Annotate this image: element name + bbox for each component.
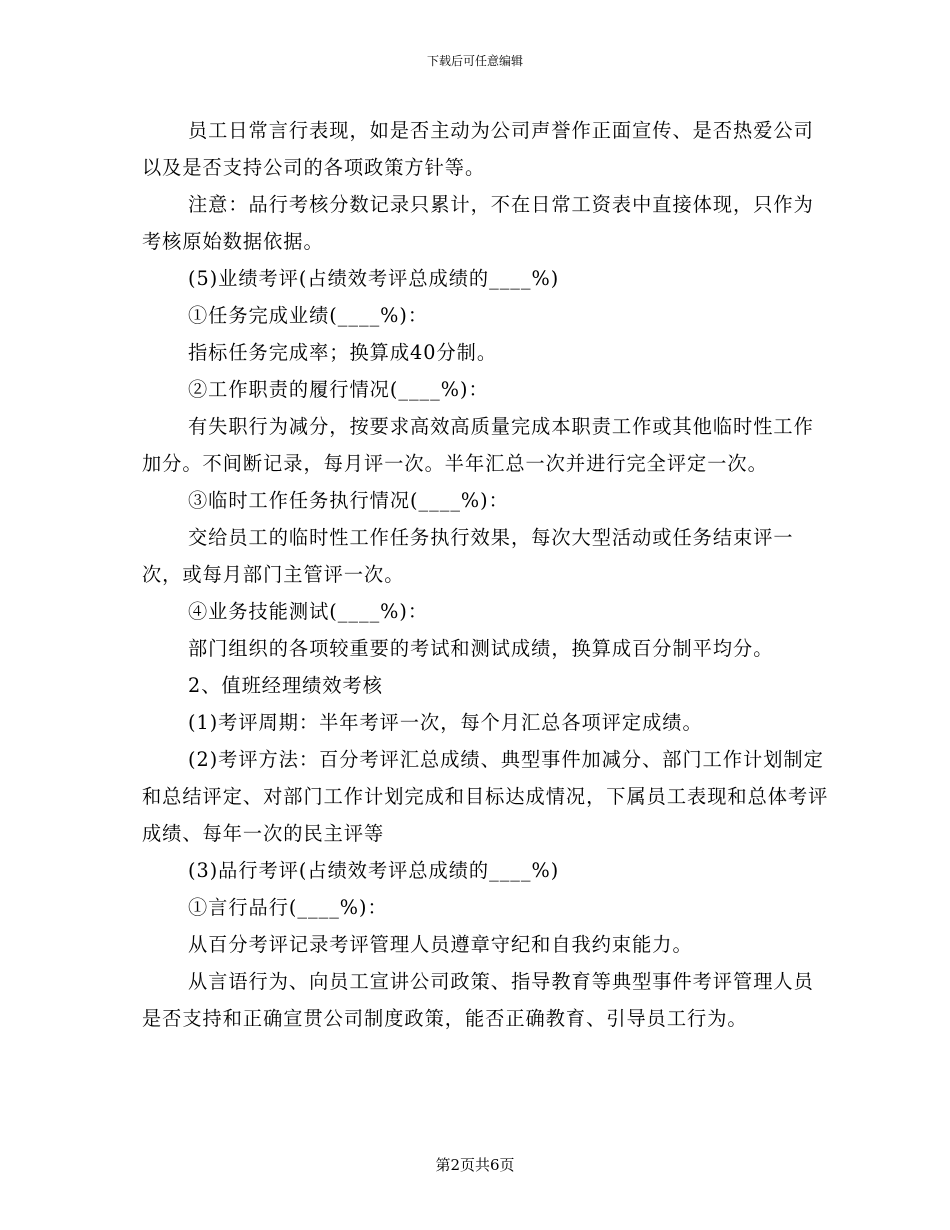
paragraph-temporary-tasks: 交给员工的临时性工作任务执行效果，每次大型活动或任务结束评一次，或每月部门主管评一次。 [142,526,794,586]
item-evaluation-cycle: (1)考评周期：半年考评一次，每个月汇总各项评定成绩。 [188,711,703,734]
item-evaluation-method: (2)考评方法：百分考评汇总成绩、典型事件加减分、部门工作计划制定和总结评定、对部门工作计划完成和目标达成情况，下属员工表现和总体考评成绩、每年一次的民主评等 [142,748,829,845]
paragraph-duty-fulfillment: 有失职行为减分，按要求高效高质量完成本职责工作或其他临时性工作加分。不间断记录，每月评一次。半年汇总一次并进行完全评定一次。 [142,415,814,475]
paragraph-conduct-description: 员工日常言行表现，如是否主动为公司声誉作正面宣传、是否热爱公司以及是否支持公司的各项政策方针等。 [142,119,814,179]
item-speech-conduct: ①言行品行(____%)： [188,896,388,919]
document-body [142,112,832,1037]
paragraph-discipline: 从百分考评记录考评管理人员遵章守纪和自我约束能力。 [188,933,693,956]
paragraph-policy-support: 从言语行为、向员工宣讲公司政策、指导教育等典型事件考评管理人员是否支持和正确宣贯公司制度政策，能否正确教育、引导员工行为。 [142,970,814,1030]
item-skill-test: ④业务技能测试(____%)： [188,600,429,623]
page-number: 第2页共6页 [435,1156,515,1174]
paragraph-note: 注意：品行考核分数记录只累计，不在日常工资表中直接体现，只作为考核原始数据依据。 [142,193,814,253]
paragraph-task-completion-rate: 指标任务完成率；换算成40分制。 [188,341,498,364]
item-duty-fulfillment: ②工作职责的履行情况(____%)： [188,378,489,401]
heading-conduct-evaluation: (3)品行考评(占绩效考评总成绩的____%) [188,859,560,882]
section-heading-duty-manager: 2、值班经理绩效考核 [188,674,383,697]
item-task-completion: ①任务完成业绩(____%)： [188,304,429,327]
paragraph-skill-test: 部门组织的各项较重要的考试和测试成绩，换算成百分制平均分。 [188,637,774,660]
heading-performance-evaluation: (5)业绩考评(占绩效考评总成绩的____%) [188,267,560,290]
item-temporary-tasks: ③临时工作任务执行情况(____%)： [188,489,509,512]
page-header-note: 下载后可任意编辑 [426,54,523,68]
